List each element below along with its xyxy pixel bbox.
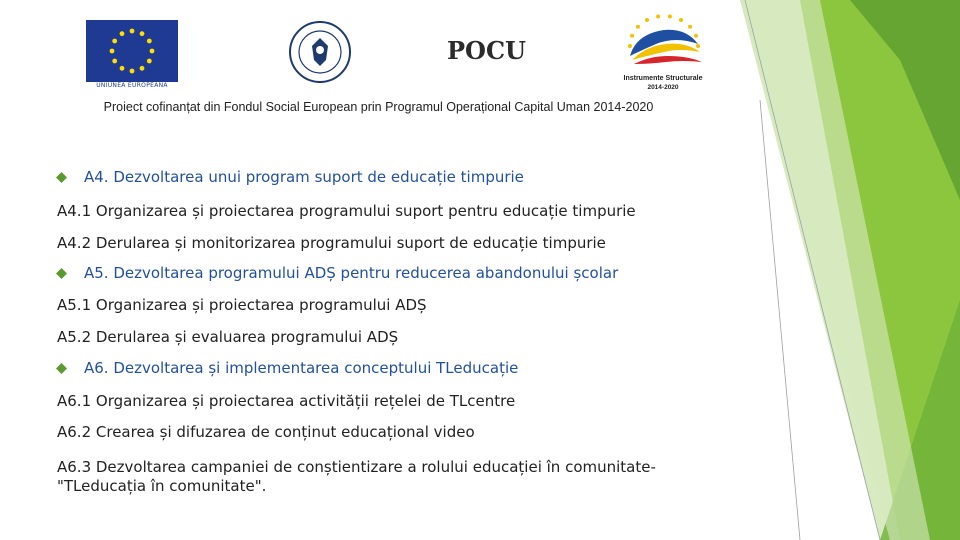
eu-star — [120, 31, 125, 36]
eu-star — [140, 31, 145, 36]
is-star — [645, 18, 649, 22]
is-star — [636, 25, 640, 29]
is-star — [696, 44, 700, 48]
eu-star — [147, 39, 152, 44]
a5-2-item: A5.2 Derularea și evaluarea programului ADȘ — [57, 328, 399, 346]
eu-star — [147, 59, 152, 64]
eu-star — [112, 39, 117, 44]
is-star — [668, 14, 672, 18]
bullet-a5 — [56, 264, 618, 282]
bullet-a6 — [56, 359, 518, 377]
eu-star — [130, 29, 135, 34]
is-star — [694, 34, 698, 38]
is-star — [628, 44, 632, 48]
a4-heading: A4. Dezvoltarea unui program suport de educație timpurie — [84, 168, 524, 186]
instrumente-structurale-logo — [616, 6, 710, 94]
a4-2-item: A4.2 Derularea și monitorizarea programului suport de educație timpurie — [57, 234, 606, 252]
is-text-line2: 2014-2020 — [647, 84, 679, 91]
a4-1-item: A4.1 Organizarea și proiectarea programului suport pentru educație timpurie — [57, 202, 636, 220]
a5-1-item: A5.1 Organizarea și proiectarea programului ADȘ — [57, 296, 427, 314]
a6-3-line1: A6.3 Dezvoltarea campaniei de conștientizare a rolului educației în comunitate- — [57, 458, 656, 476]
is-star — [679, 18, 683, 22]
eu-caption: UNIUNEA EUROPEANĂ — [96, 82, 168, 89]
eu-star — [110, 49, 115, 54]
a6-3-line2: "TLeducația în comunitate". — [57, 477, 267, 495]
eu-flag-logo — [86, 20, 178, 82]
diamond-bullet-icon — [56, 268, 67, 279]
eu-star — [120, 66, 125, 71]
diamond-bullet-icon — [56, 172, 67, 183]
government-seal-logo — [288, 20, 352, 84]
a5-heading: A5. Dezvoltarea programului ADȘ pentru reducerea abandonului școlar — [84, 264, 619, 282]
pocu-logo — [447, 36, 526, 68]
pocu-text: POCU — [447, 36, 526, 65]
a6-3-item — [57, 458, 717, 496]
eu-star — [130, 69, 135, 74]
eu-star — [140, 66, 145, 71]
cofinancing-statement: Proiect cofinanțat din Fondul Social European prin Programul Operațional Capital Uman 2014-2020 — [103, 100, 654, 114]
a6-heading: A6. Dezvoltarea și implementarea conceptului TLeducație — [84, 359, 519, 377]
bullet-a4 — [56, 168, 524, 186]
diamond-bullet-icon — [56, 363, 67, 374]
a6-1-item: A6.1 Organizarea și proiectarea activității rețelei de TLcentre — [57, 392, 516, 410]
is-star — [630, 34, 634, 38]
is-star — [688, 25, 692, 29]
eu-star — [112, 59, 117, 64]
a6-2-item: A6.2 Crearea și difuzarea de conținut educațional video — [57, 423, 475, 441]
eu-star — [150, 49, 155, 54]
is-star — [656, 14, 660, 18]
is-text-line1: Instrumente Structurale — [623, 75, 703, 82]
